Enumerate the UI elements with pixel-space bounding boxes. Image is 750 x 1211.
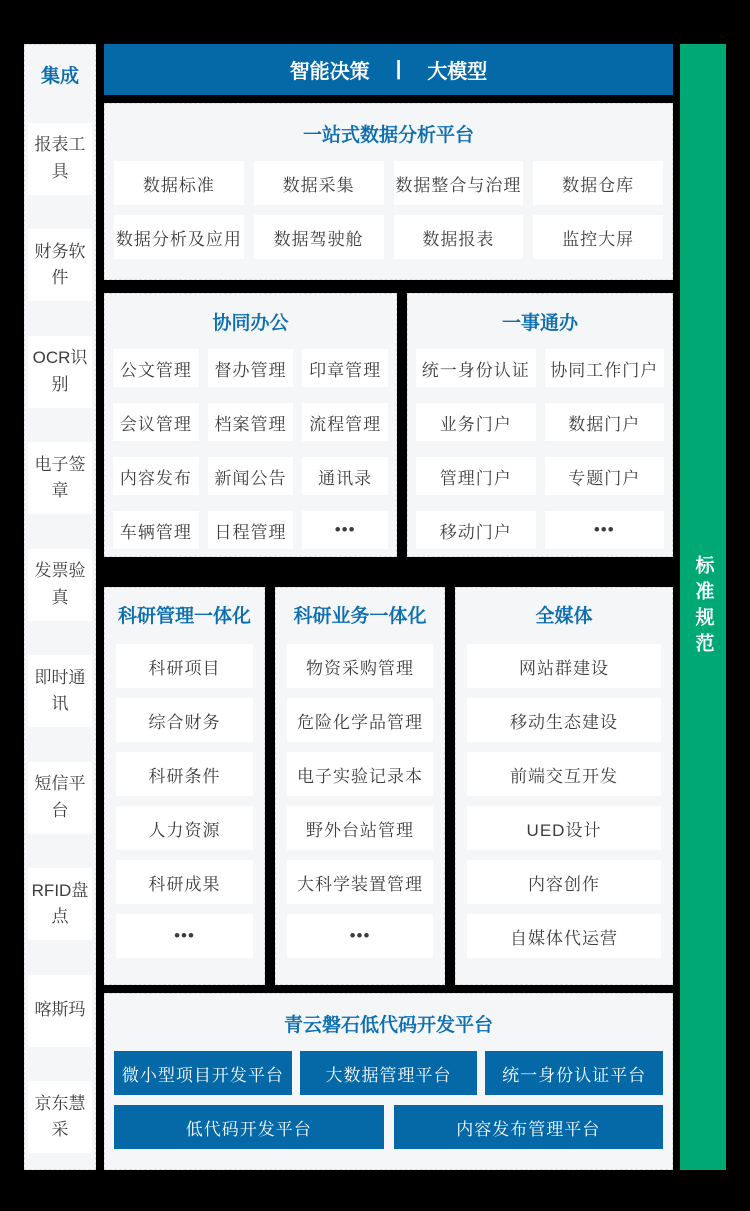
module-chip: 会议管理 <box>113 403 199 441</box>
module-chip: 流程管理 <box>302 403 388 441</box>
section-row-office <box>104 293 673 557</box>
sidebar-item: 即时通讯 <box>28 655 92 727</box>
module-chip: 科研成果 <box>116 860 253 904</box>
module-chip: 科研条件 <box>116 752 253 796</box>
architecture-diagram <box>24 44 726 1170</box>
module-chip: 网站群建设 <box>467 644 661 688</box>
module-chip: 日程管理 <box>208 511 294 549</box>
low-code-row-1 <box>114 1051 663 1095</box>
module-chip: 野外台站管理 <box>287 806 433 850</box>
module-chip: 危险化学品管理 <box>287 698 433 742</box>
sidebar-title: 集成 <box>40 66 79 87</box>
module-chip: 大科学装置管理 <box>287 860 433 904</box>
module-chip: 综合财务 <box>116 698 253 742</box>
one-stop-grid <box>416 349 664 549</box>
sidebar-item: 发票验真 <box>28 549 92 621</box>
section-title: 协同办公 <box>212 313 289 334</box>
module-chip: 数据分析及应用 <box>114 215 244 259</box>
platform-chip: 统一身份认证平台 <box>485 1051 663 1095</box>
module-chip: ••• <box>302 511 388 549</box>
section-title: 青云磐石低代码开发平台 <box>283 1015 493 1036</box>
section-data-analysis-platform <box>104 103 673 280</box>
module-chip: 通讯录 <box>302 457 388 495</box>
sidebar-item: OCR识别 <box>28 336 92 408</box>
banner-left-label: 智能决策 <box>289 61 370 83</box>
module-chip: 内容创作 <box>467 860 661 904</box>
section-row-research <box>104 587 673 985</box>
module-chip: 管理门户 <box>416 457 536 495</box>
module-chip: 数据采集 <box>254 161 384 205</box>
module-chip: 前端交互开发 <box>467 752 661 796</box>
platform-chip: 内容发布管理平台 <box>394 1105 664 1149</box>
section-research-mgmt <box>104 587 265 985</box>
module-chip: 数据整合与治理 <box>394 161 524 205</box>
section-title: 全媒体 <box>535 606 593 627</box>
module-chip: 督办管理 <box>208 349 294 387</box>
banner-divider: | <box>395 58 402 80</box>
module-chip: 印章管理 <box>302 349 388 387</box>
module-chip: 专题门户 <box>545 457 665 495</box>
platform-chip: 低代码开发平台 <box>114 1105 384 1149</box>
sidebar-item: 报表工具 <box>28 123 92 195</box>
platform-chip: 微小型项目开发平台 <box>114 1051 292 1095</box>
module-chip: 新闻公告 <box>208 457 294 495</box>
section-title: 一事通办 <box>501 313 578 334</box>
research-biz-list <box>287 644 433 958</box>
main-content <box>104 44 673 1170</box>
integration-sidebar <box>24 44 96 1170</box>
low-code-row-2 <box>114 1105 663 1149</box>
platform-chip: 大数据管理平台 <box>300 1051 478 1095</box>
module-chip: 移动门户 <box>416 511 536 549</box>
section-low-code-platform <box>104 993 673 1170</box>
collab-office-grid <box>113 349 388 549</box>
omni-media-list <box>467 644 661 958</box>
module-chip: 业务门户 <box>416 403 536 441</box>
module-chip: 科研项目 <box>116 644 253 688</box>
module-chip: 档案管理 <box>208 403 294 441</box>
module-chip: ••• <box>545 511 665 549</box>
sidebar-item: 京东慧采 <box>28 1081 92 1153</box>
module-chip: 电子实验记录本 <box>287 752 433 796</box>
standards-bar-label: 标准规范 <box>692 555 714 659</box>
module-chip: 统一身份认证 <box>416 349 536 387</box>
module-chip: 移动生态建设 <box>467 698 661 742</box>
sidebar-item: 喀斯玛 <box>28 975 92 1047</box>
module-chip: 物资采购管理 <box>287 644 433 688</box>
sidebar-item: 财务软件 <box>28 229 92 301</box>
data-platform-grid <box>114 161 663 259</box>
section-research-biz <box>275 587 445 985</box>
section-title: 科研管理一体化 <box>117 606 251 627</box>
module-chip: 监控大屏 <box>533 215 663 259</box>
section-title: 科研业务一体化 <box>293 606 427 627</box>
sidebar-item: 短信平台 <box>28 762 92 834</box>
top-banner <box>104 44 673 95</box>
module-chip: 车辆管理 <box>113 511 199 549</box>
module-chip: 数据报表 <box>394 215 524 259</box>
section-omni-media <box>455 587 673 985</box>
module-chip: 内容发布 <box>113 457 199 495</box>
module-chip: 数据仓库 <box>533 161 663 205</box>
module-chip: UED设计 <box>467 806 661 850</box>
module-chip: 人力资源 <box>116 806 253 850</box>
module-chip: 公文管理 <box>113 349 199 387</box>
sidebar-item: RFID盘点 <box>28 868 92 940</box>
module-chip: 数据驾驶舱 <box>254 215 384 259</box>
section-collab-office <box>104 293 397 557</box>
section-one-stop <box>407 293 673 557</box>
sidebar-item: 电子签章 <box>28 442 92 514</box>
module-chip: 数据门户 <box>545 403 665 441</box>
standards-bar <box>680 44 726 1170</box>
module-chip: 数据标准 <box>114 161 244 205</box>
module-chip: 协同工作门户 <box>545 349 665 387</box>
module-chip: 自媒体代运营 <box>467 914 661 958</box>
research-mgmt-list <box>116 644 253 958</box>
section-title: 一站式数据分析平台 <box>302 125 474 146</box>
module-chip: ••• <box>287 914 433 958</box>
module-chip: ••• <box>116 914 253 958</box>
banner-right-label: 大模型 <box>427 61 488 83</box>
